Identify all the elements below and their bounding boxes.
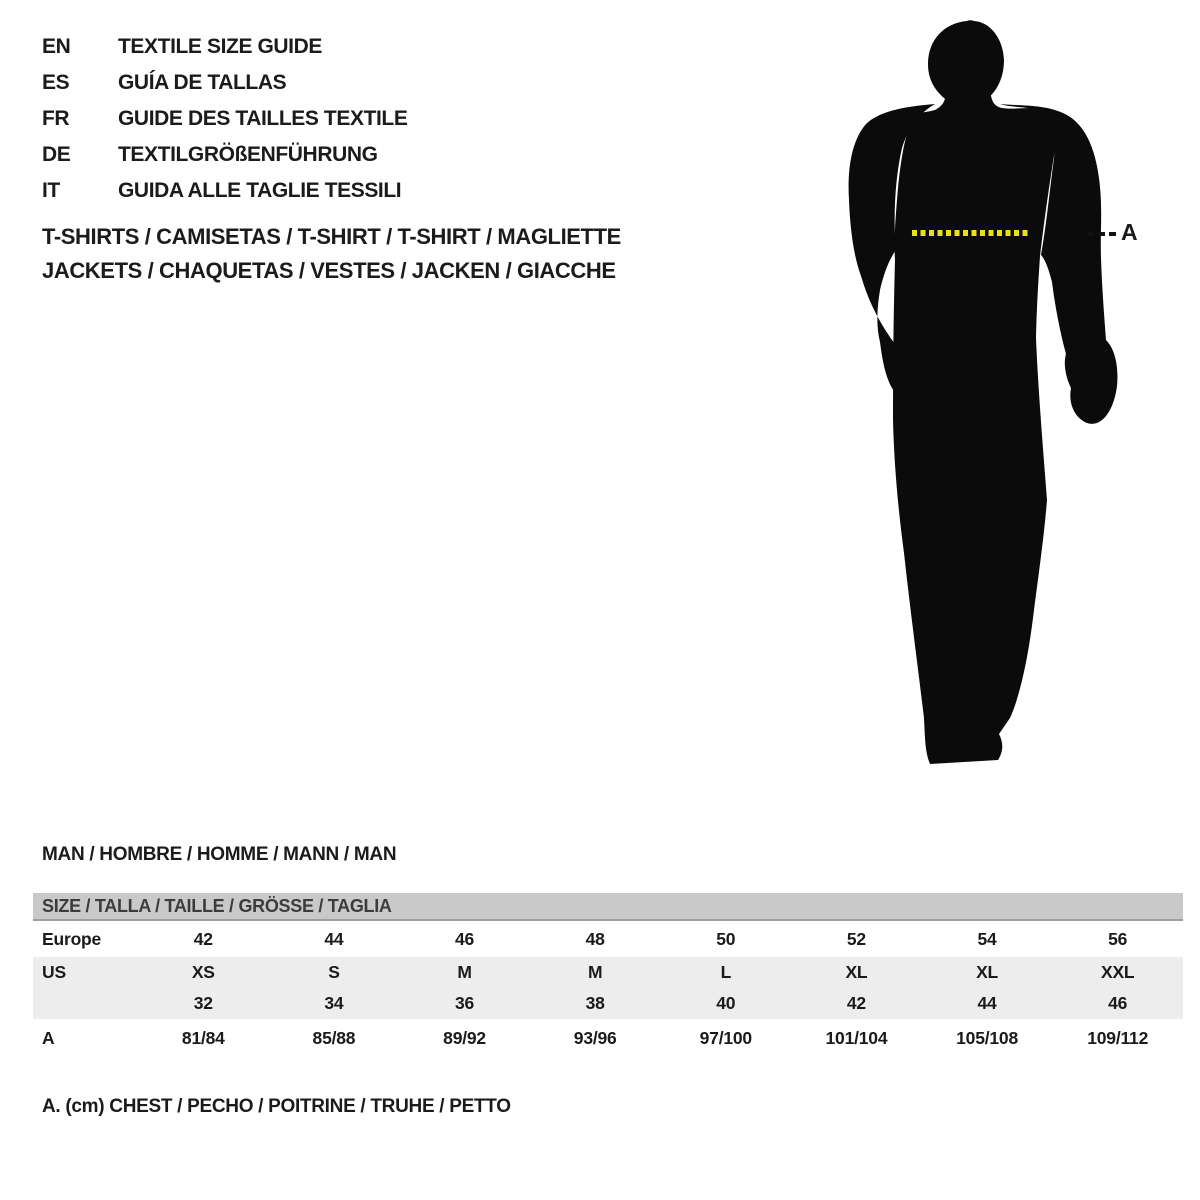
size-cell: M (457, 962, 472, 982)
measure-leader-dashes (1087, 232, 1116, 236)
language-title: GUIDA ALLE TAGLIE TESSILI (118, 179, 402, 202)
size-cell: 85/88 (312, 1027, 356, 1048)
language-code: ES (42, 71, 70, 94)
size-cell: 89/92 (443, 1027, 486, 1048)
size-cell: 36 (455, 993, 475, 1013)
man-silhouette-figure (840, 8, 1140, 780)
language-code: IT (42, 179, 60, 202)
size-cell: 40 (716, 993, 736, 1013)
row-label: US (42, 962, 66, 982)
language-code: EN (42, 35, 71, 58)
measure-point-label: A (1121, 219, 1138, 245)
size-cell: 81/84 (181, 1027, 225, 1048)
table-row-us (33, 957, 1183, 988)
product-types-line-jackets: JACKETS / CHAQUETAS / VESTES / JACKEN / GIACCHE (42, 258, 616, 283)
table-row-chest-a (33, 1019, 1183, 1057)
language-title: TEXTILGRÖßENFÜHRUNG (118, 143, 378, 166)
size-cell: 44 (977, 993, 997, 1013)
size-cell: 46 (1108, 993, 1128, 1013)
size-cell: XL (976, 962, 999, 982)
size-cell: 97/100 (699, 1027, 752, 1048)
size-cell: 105/108 (956, 1027, 1018, 1048)
size-cell: 109/112 (1087, 1027, 1149, 1048)
product-types-line-tshirts: T-SHIRTS / CAMISETAS / T-SHIRT / T-SHIRT / MAGLIETTE (42, 224, 621, 249)
size-cell: M (587, 962, 603, 982)
language-code: DE (42, 143, 71, 166)
table-row-numeric (33, 988, 1183, 1019)
language-row-de (42, 141, 378, 169)
size-cell: 50 (716, 928, 736, 949)
size-cell: 34 (324, 993, 344, 1013)
size-cell: 44 (324, 928, 344, 949)
measurement-footnote: A. (cm) CHEST / PECHO / POITRINE / TRUHE / PETTO (42, 1096, 511, 1117)
size-cell: 54 (977, 928, 997, 949)
size-cell: 93/96 (573, 1027, 617, 1048)
table-row-europe (33, 921, 1183, 957)
size-cell: 101/104 (825, 1027, 888, 1048)
size-cell: 32 (193, 993, 213, 1013)
language-row-en (42, 33, 322, 61)
size-cell: 42 (846, 993, 866, 1013)
silhouette-body (893, 88, 1059, 764)
size-cell: 46 (455, 928, 475, 949)
man-silhouette-icon (840, 8, 1140, 780)
size-cell: 56 (1108, 928, 1128, 949)
size-cell: XXL (1100, 962, 1135, 982)
section-heading-man: MAN / HOMBRE / HOMME / MANN / MAN (42, 844, 397, 865)
language-row-fr (42, 105, 407, 133)
row-label: A (42, 1027, 55, 1048)
size-cell: L (720, 962, 732, 982)
size-cell: XL (845, 962, 868, 982)
language-row-it (42, 177, 401, 205)
language-title: GUÍA DE TALLAS (118, 71, 287, 94)
language-title: TEXTILE SIZE GUIDE (118, 35, 322, 58)
size-cell: 48 (585, 928, 605, 949)
language-title: GUIDE DES TAILLES TEXTILE (118, 107, 408, 130)
size-cell: XS (191, 962, 215, 982)
size-table (33, 893, 1183, 1057)
language-row-es (42, 69, 286, 97)
size-table-header: SIZE / TALLA / TAILLE / GRÖSSE / TAGLIA (33, 893, 1183, 921)
size-cell: S (328, 962, 340, 982)
size-cell: 52 (846, 928, 866, 949)
size-cell: 42 (193, 928, 213, 949)
chest-measure-dotted-line (912, 230, 1031, 236)
row-label: Europe (42, 928, 102, 949)
size-cell: 38 (585, 993, 605, 1013)
language-code: FR (42, 107, 70, 130)
